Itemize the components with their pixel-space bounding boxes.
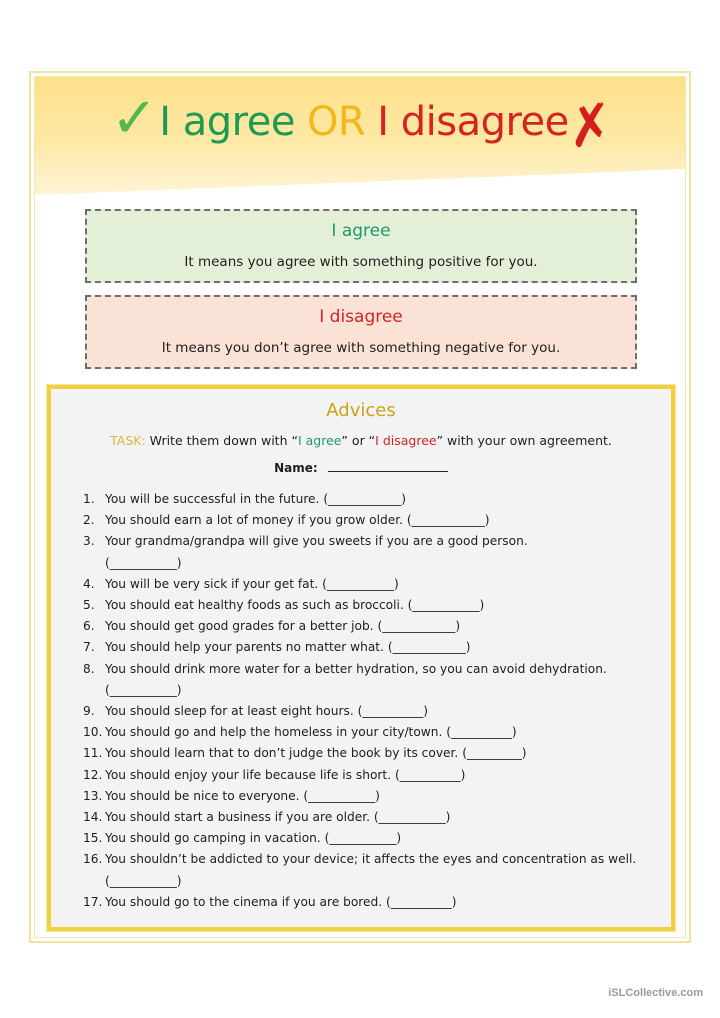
answer-blank[interactable]: (___________): [373, 810, 451, 825]
agree-definition-heading: I agree: [331, 221, 391, 241]
answer-blank[interactable]: (_________): [462, 746, 527, 761]
item-number: 16.: [83, 852, 103, 867]
advice-item: [83, 807, 651, 828]
answer-blank[interactable]: (____________): [406, 513, 490, 528]
advice-item: [83, 595, 651, 616]
advice-item: [83, 786, 651, 807]
item-text: You will be successful in the future.: [105, 492, 324, 506]
item-number: 11.: [83, 746, 103, 761]
item-number: 12.: [83, 767, 103, 782]
item-text: You should start a business if you are older.: [105, 810, 374, 825]
task-agree-phrase: I agree: [297, 433, 342, 448]
item-number: 4.: [83, 576, 95, 591]
answer-blank[interactable]: (__________): [357, 704, 429, 719]
item-number: 9.: [83, 704, 95, 719]
answer-blank[interactable]: (___________): [105, 682, 182, 697]
advice-item: [83, 849, 651, 891]
task-text-part: ” with your own agreement.: [436, 433, 612, 448]
advices-panel: [47, 385, 675, 931]
item-number: 2.: [83, 513, 95, 528]
title-or: OR: [306, 99, 366, 145]
task-disagree-phrase: I disagree: [375, 433, 437, 448]
advice-item: [83, 616, 651, 637]
item-number: 10.: [83, 725, 103, 740]
worksheet-title: [31, 85, 693, 162]
title-agree: I agree: [159, 99, 295, 145]
worksheet: [29, 71, 691, 943]
answer-blank[interactable]: (___________): [105, 555, 182, 570]
answer-blank[interactable]: (___________): [322, 576, 399, 591]
advice-item: [83, 574, 651, 595]
item-text: You will be very sick if your get fat.: [105, 576, 323, 591]
advice-item: [83, 765, 651, 786]
disagree-definition-box: [85, 295, 637, 369]
disagree-definition-text: It means you don’t agree with something negative for you.: [161, 340, 561, 356]
item-number: 6.: [83, 619, 95, 634]
item-number: 3.: [83, 534, 95, 549]
name-label: Name:: [274, 461, 318, 475]
item-text: You should go and help the homeless in your city/town.: [105, 725, 447, 740]
cross-icon: ✗: [562, 90, 618, 162]
answer-blank[interactable]: (____________): [323, 492, 406, 506]
item-text: You should earn a lot of money if you grow older.: [105, 513, 407, 528]
name-blank[interactable]: [328, 460, 448, 472]
item-text: You should go camping in vacation.: [105, 831, 325, 846]
item-text: You should drink more water for a better hydration, so you can avoid dehydration.: [105, 661, 607, 676]
advice-list: [51, 489, 671, 913]
answer-blank[interactable]: (__________): [386, 894, 457, 909]
item-text: You should be nice to everyone.: [105, 788, 304, 803]
task-instruction: [51, 433, 671, 448]
site-watermark: iSLCollective.com: [608, 987, 703, 999]
item-text: You should eat healthy foods as such as broccoli.: [105, 598, 408, 613]
advice-item: [83, 701, 651, 722]
item-text: You should enjoy your life because life is short.: [105, 767, 395, 782]
answer-blank[interactable]: (___________): [105, 873, 182, 888]
item-text: You should help your parents no matter what.: [105, 640, 388, 655]
advice-item: [83, 489, 651, 510]
disagree-definition-heading: I disagree: [319, 307, 403, 327]
answer-blank[interactable]: (____________): [387, 640, 471, 655]
agree-definition-box: [85, 209, 637, 283]
item-text: You should go to the cinema if you are bored.: [105, 894, 387, 909]
answer-blank[interactable]: (__________): [446, 725, 517, 740]
item-number: 14.: [83, 810, 103, 825]
item-text: Your grandma/grandpa will give you sweets if you are a good person.: [105, 534, 528, 549]
agree-definition-text: It means you agree with something positive for you.: [184, 254, 538, 270]
advices-heading: Advices: [326, 400, 396, 421]
title-disagree: I disagree: [377, 99, 569, 145]
advice-item: [83, 659, 651, 701]
item-number: 15.: [83, 831, 103, 846]
task-text-part: Write them down with “: [145, 433, 298, 448]
item-text: You shouldn’t be addicted to your device; it affects the eyes and concentration as well.: [105, 852, 637, 867]
item-text: You should sleep for at least eight hours.: [105, 704, 358, 719]
advice-item: [83, 828, 651, 849]
answer-blank[interactable]: (__________): [394, 767, 466, 782]
answer-blank[interactable]: (___________): [303, 788, 380, 803]
answer-blank[interactable]: (___________): [407, 598, 485, 613]
item-number: 7.: [83, 640, 95, 655]
advice-item: [83, 510, 651, 531]
advice-item: [83, 531, 651, 573]
advice-item: [83, 892, 651, 913]
item-number: 5.: [83, 598, 95, 613]
task-text-part: ” or “: [341, 433, 376, 448]
item-number: 13.: [83, 788, 103, 803]
task-label: TASK:: [110, 433, 146, 448]
item-text: You should get good grades for a better job.: [105, 619, 378, 634]
item-number: 8.: [83, 661, 95, 676]
item-text: You should learn that to don’t judge the book by its cover.: [105, 746, 463, 761]
advice-item: [83, 743, 651, 764]
checkmark-icon: ✓: [110, 85, 158, 151]
item-number: 1.: [83, 492, 95, 506]
advice-item: [83, 722, 651, 743]
name-field: [51, 460, 671, 475]
item-number: 17.: [83, 894, 103, 909]
advice-item: [83, 637, 651, 658]
answer-blank[interactable]: (___________): [324, 831, 402, 846]
answer-blank[interactable]: (____________): [377, 619, 461, 634]
